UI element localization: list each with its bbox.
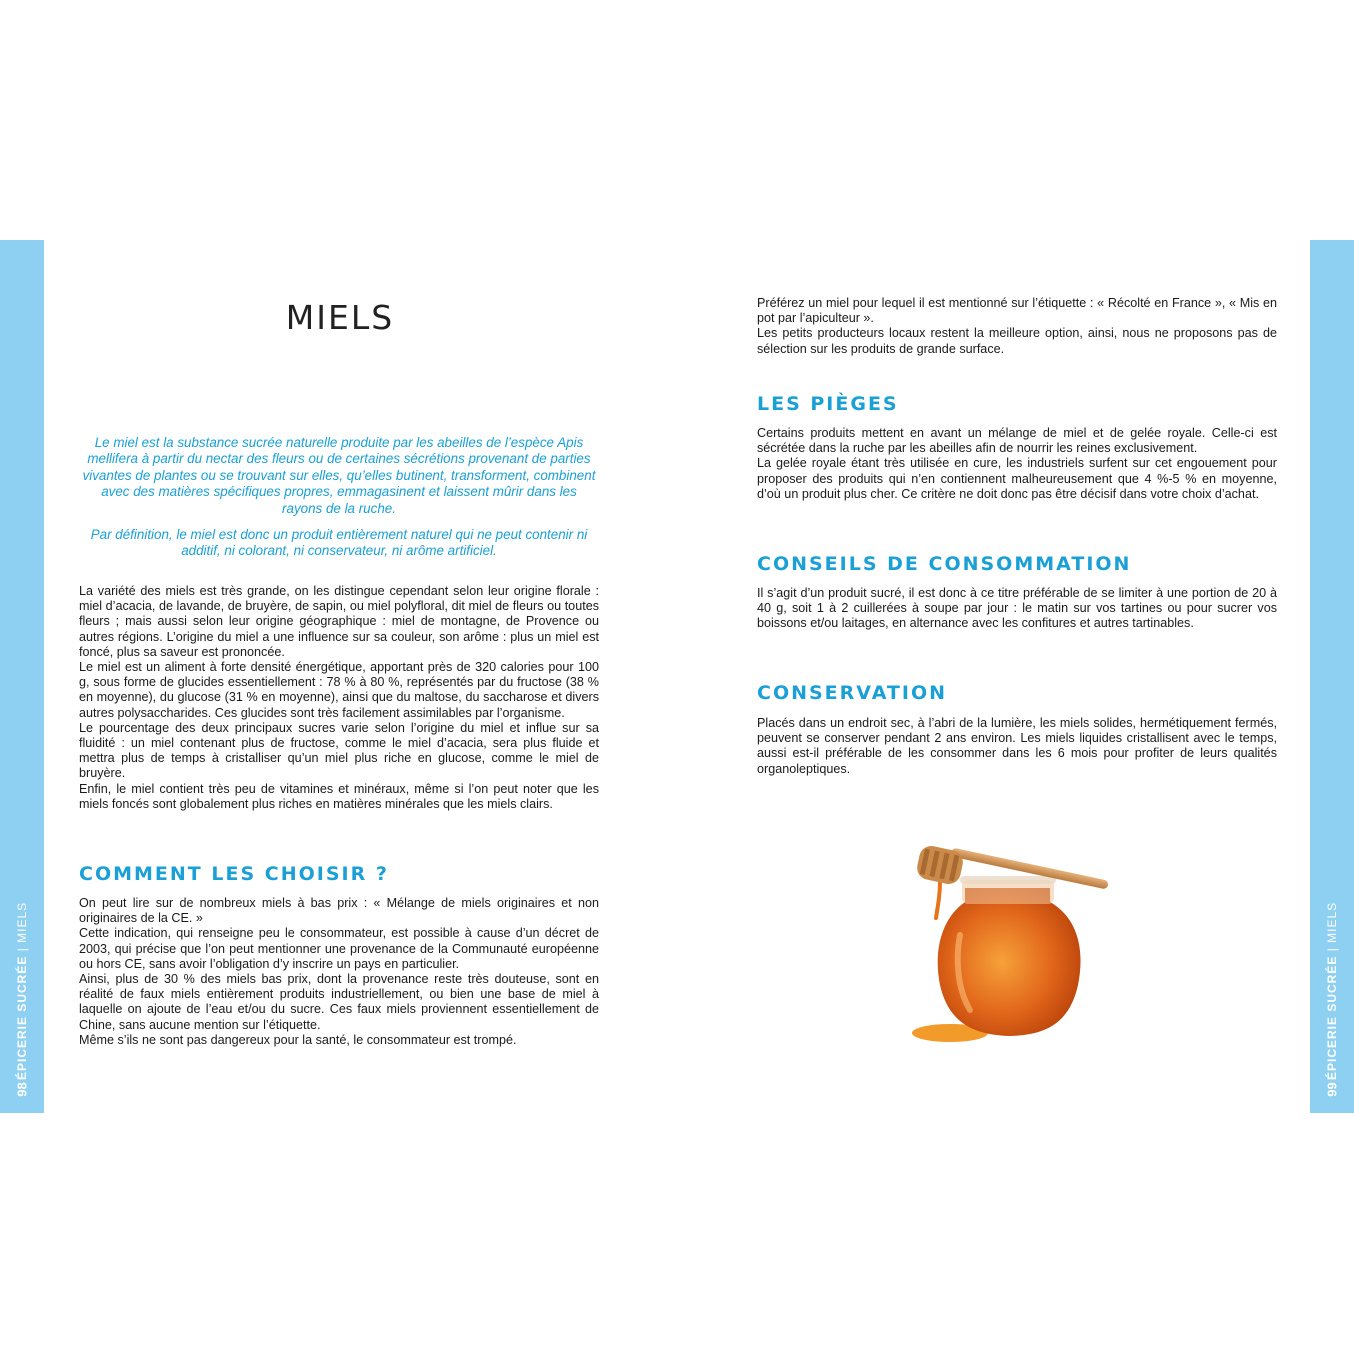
right-side-band xyxy=(1310,240,1354,1113)
intro-paragraph-2: Par définition, le miel est donc un produit entièrement naturel qui ne peut contenir ni additif, ni colorant, ni conservateur, ni arôme artificiel. xyxy=(90,527,588,559)
paragraph: Le pourcentage des deux principaux sucres varie selon l’origine du miel et influe sur sa fluidité : un miel contenant plus de fructose, comme le miel d’acacia, sera plus fluide et mettra plus de temps à cristalliser qu’un miel plus riche en glucose, comme le miel de bruyère. xyxy=(79,720,599,781)
heading-comment-les-choisir: COMMENT LES CHOISIR ? xyxy=(79,863,389,885)
intro-paragraph-1: Le miel est la substance sucrée naturelle produite par les abeilles de l’espèce Apis mellifera à partir du nectar des fleurs ou de certaines sécrétions provenant de parties vivantes de plantes ou se trouvant sur elles, qu’elles butinent, transforment, combinent avec des matières spécifiques propres, emmagasinent et laissent mûrir dans les rayons de la ruche. xyxy=(82,435,596,516)
heading-les-pieges: LES PIÈGES xyxy=(757,393,899,415)
paragraph: La gelée royale étant très utilisée en cure, les industriels surfent sur cet engouement pour proposer des produits qui n’en contiennent malheureusement que 4 %-5 % en moyenne, d’où un produit plus cher. Ce critère ne doit donc pas être décisif dans votre choix d’achat. xyxy=(757,456,1277,501)
paragraph: Placés dans un endroit sec, à l’abri de la lumière, les miels solides, hermétiquement fermés, peuvent se conserver pendant 2 ans environ. Les miels liquides cristallisent avec le temps, aussi est-il préférable de les consommer dans les 6 mois pour profiter de leurs qualités organoleptiques. xyxy=(757,716,1277,776)
page-number-right: 99 xyxy=(1324,1082,1340,1097)
left-side-band xyxy=(0,240,44,1113)
side-label-section: ÉPICERIE SUCRÉE xyxy=(1325,955,1339,1080)
heading-conseils-de-consommation: CONSEILS DE CONSOMMATION xyxy=(757,553,1132,575)
paragraph: Les petits producteurs locaux restent la meilleure option, ainsi, nous ne proposons pas de sélection sur les produits de grande surface. xyxy=(757,326,1277,356)
page-number-left: 98 xyxy=(14,1082,30,1097)
paragraph: Ainsi, plus de 30 % des miels bas prix, dont la provenance reste très douteuse, sont en réalité de faux miels entièrement produits industriellement, ou bien une base de miel à laquelle on ajoute de l’eau et/ou du sucre. Ces faux miels proviennent essentiellement de Chine, sans aucune mention sur l’étiquette. xyxy=(79,972,599,1032)
paragraph: On peut lire sur de nombreux miels à bas prix : « Mélange de miels originaires et non originaires de la CE. » xyxy=(79,896,599,926)
paragraph: Préférez un miel pour lequel il est mentionné sur l’étiquette : « Récolté en France », « Mis en pot par l’apiculteur ». xyxy=(757,296,1277,326)
side-label-topic: MIELS xyxy=(15,901,29,943)
paragraph: La variété des miels est très grande, on les distingue cependant selon leur origine florale : miel d’acacia, de lavande, de bruyère, de sapin, ou miel polyfloral, dit miel de fleurs ou toutes fleurs ; mais aussi selon leur origine géographique : miel de montagne, de Provence ou autres régions. L’origine du miel a une influence sur sa couleur, son arôme : plus un miel est foncé, plus sa saveur est prononcée. xyxy=(79,584,599,659)
side-label-separator: | xyxy=(1325,947,1339,952)
honey-jar-icon xyxy=(900,840,1120,1060)
side-label-left xyxy=(14,895,30,1080)
paragraph: Cette indication, qui renseigne peu le consommateur, est possible à cause d’un décret de 2003, qui précise que l’on peut mentionner une provenance de la Communauté européenne ou hors CE, sans avoir l’obligation d’y inscrire un pays en particulier. xyxy=(79,926,599,971)
side-label-separator: | xyxy=(15,947,29,952)
section-conservation-text xyxy=(757,716,1277,777)
paragraph: Le miel est un aliment à forte densité énergétique, apportant près de 320 calories pour 100 g, sous forme de glucides essentiellement : 78 % à 80 %, représentés par du fructose (38 % en moyenne), du glucose (31 % en moyenne), ainsi que du maltose, du saccharose et divers autres polysaccharides. Ces glucides sont très facilement assimilables par l’organisme. xyxy=(79,660,599,720)
paragraph: Certains produits mettent en avant un mélange de miel et de gelée royale. Celle-ci est sécrétée dans la ruche par les abeilles afin de nourrir les reines exclusivement. xyxy=(757,426,1277,456)
body-text-left xyxy=(79,584,599,812)
side-label-section: ÉPICERIE SUCRÉE xyxy=(15,955,29,1080)
section-traps-text xyxy=(757,426,1277,502)
section-consumption-text xyxy=(757,586,1277,632)
side-label-right xyxy=(1324,895,1340,1080)
right-intro-text xyxy=(757,296,1277,357)
page-title: MIELS xyxy=(285,298,395,337)
heading-conservation: CONSERVATION xyxy=(757,682,948,704)
paragraph: Il s’agit d’un produit sucré, il est donc à ce titre préférable de se limiter à une portion de 20 à 40 g, soit 1 à 2 cuillerées à soupe par jour : le matin sur vos tartines ou pour sucrer vos boissons et/ou laitages, en alternance avec les confitures et autres tartinables. xyxy=(757,586,1277,631)
section-choose-text xyxy=(79,896,599,1048)
side-label-topic: MIELS xyxy=(1325,901,1339,943)
paragraph: Enfin, le miel contient très peu de vitamines et minéraux, même si l’on peut noter que les miels foncés sont globalement plus riches en matières minérales que les miels clairs. xyxy=(79,781,599,811)
paragraph: Même s’ils ne sont pas dangereux pour la santé, le consommateur est trompé. xyxy=(79,1032,517,1047)
